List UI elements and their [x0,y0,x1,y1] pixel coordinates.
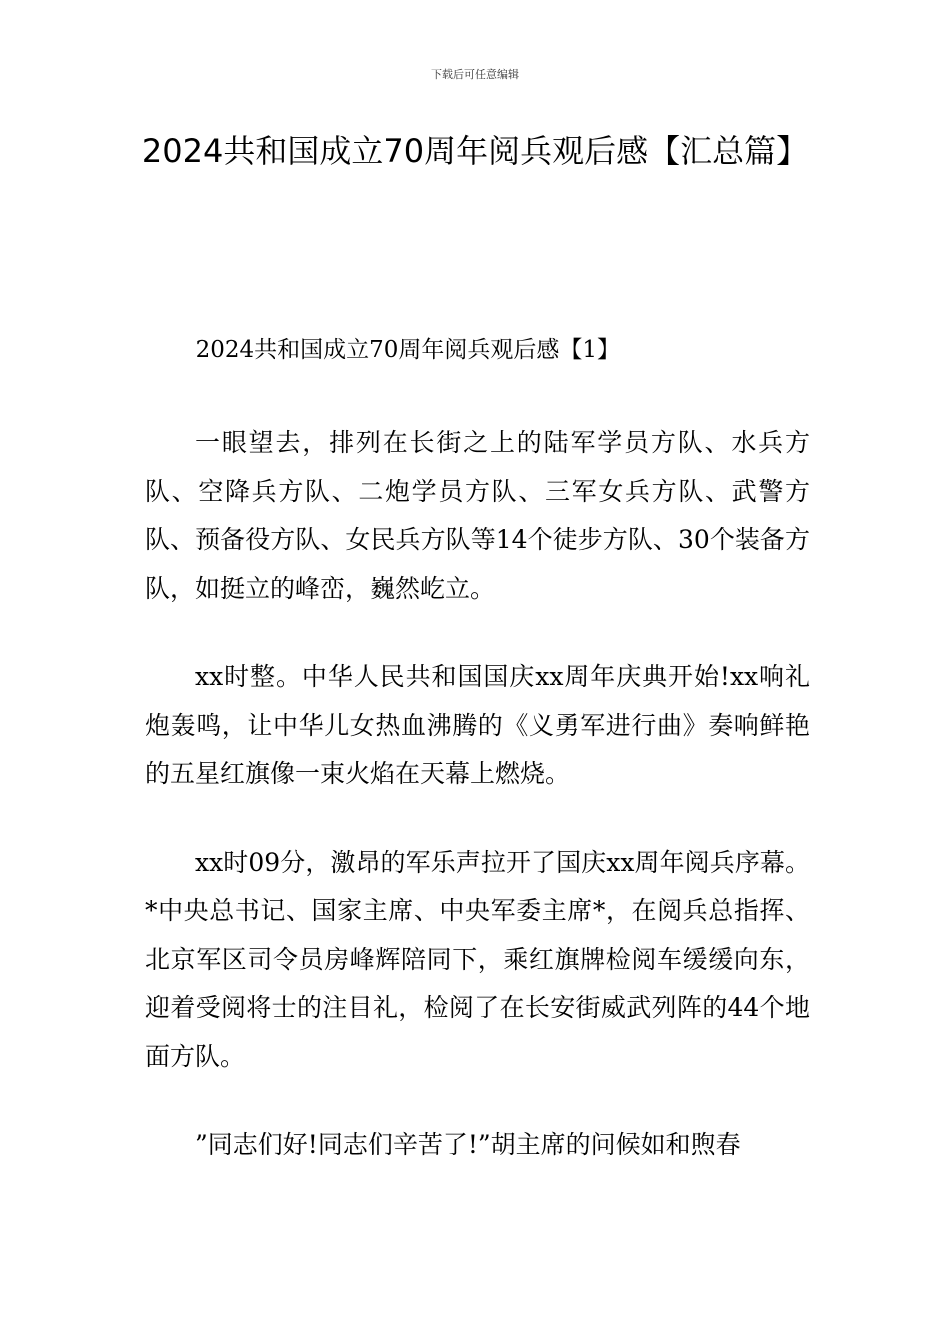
paragraph-gap [145,799,810,839]
paragraph-3: xx时09分，激昂的军乐声拉开了国庆xx周年阅兵序幕。*中央总书记、国家主席、中央军委主席*，在阅兵总指挥、北京军区司令员房峰辉陪同下，乘红旗牌检阅车缓缓向东，迎着受阅将士的注目礼，检阅了在长安街威武列阵的44个地面方队。 [145,847,810,1071]
header-note: 下载后可任意编辑 [431,68,519,81]
paragraph-gap [145,1081,810,1121]
section-subheading: 2024共和国成立70周年阅兵观后感【1】 [195,337,621,363]
paragraph-2: xx时整。中华人民共和国国庆xx周年庆典开始!xx响礼炮轰鸣，让中华儿女热血沸腾的《义勇军进行曲》奏响鲜艳的五星红旗像一束火焰在天幕上燃烧。 [145,662,810,788]
document-body [145,330,810,1170]
paragraph-1: 一眼望去，排列在长街之上的陆军学员方队、水兵方队、空降兵方队、二炮学员方队、三军女兵方队、武警方队、预备役方队、女民兵方队等14个徒步方队、30个装备方队，如挺立的峰峦，巍然屹立。 [145,428,810,603]
paragraph-gap [145,613,810,653]
paragraph-4: ”同志们好!同志们辛苦了!”胡主席的问候如和煦春 [195,1130,741,1159]
document-title: 2024共和国成立70周年阅兵观后感【汇总篇】 [141,132,809,170]
